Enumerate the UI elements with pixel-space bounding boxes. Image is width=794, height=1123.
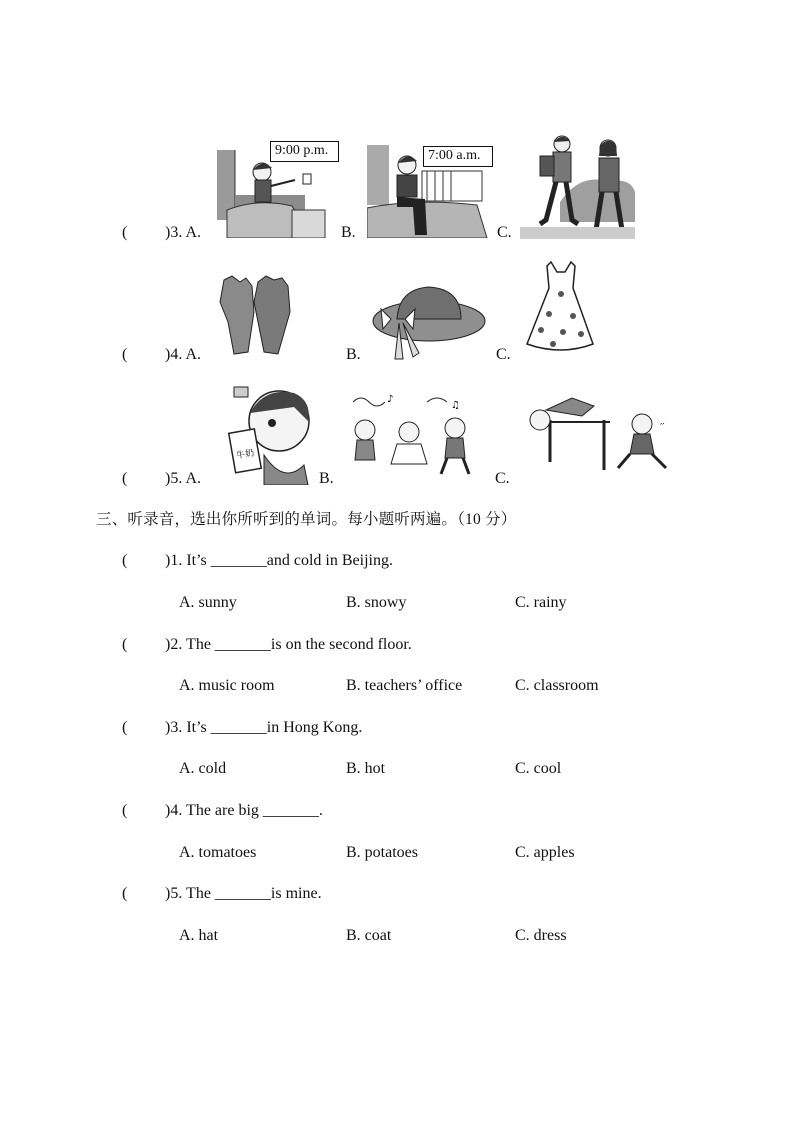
option-b: B. teachers’ office (346, 677, 463, 694)
question-stem: )3. It’s _______in Hong Kong. (165, 719, 363, 736)
svg-text:♫: ♫ (451, 400, 460, 411)
option-c-label: C. (496, 346, 511, 363)
question-stem: )1. It’s _______and cold in Beijing. (165, 552, 393, 569)
answer-paren: ( (122, 802, 128, 819)
question-number: )3. A. (165, 224, 201, 241)
answer-paren: ( (122, 346, 128, 363)
children-singing-dancing-image (347, 388, 475, 478)
children-walking-to-school-image (520, 132, 635, 239)
answer-paren: ( (122, 719, 128, 736)
option-a: A. music room (179, 677, 275, 694)
dress-image (521, 258, 601, 358)
svg-text:♪: ♪ (387, 394, 394, 405)
milk-carton-text: 牛奶 (235, 448, 256, 462)
svg-text:′′: ′′ (660, 422, 665, 433)
question-stem: )2. The _______is on the second floor. (165, 636, 412, 653)
option-c-label: C. (497, 224, 512, 241)
answer-paren: ( (122, 470, 128, 487)
option-b-label: B. (346, 346, 361, 363)
answer-paren: ( (122, 885, 128, 902)
question-number: )4. A. (165, 346, 201, 363)
option-c-label: C. (495, 470, 510, 487)
option-b-label: B. (319, 470, 334, 487)
option-b: B. coat (346, 927, 392, 944)
option-b: B. snowy (346, 594, 407, 611)
option-c: C. rainy (515, 594, 567, 611)
answer-paren: ( (122, 552, 128, 569)
answer-paren: ( (122, 224, 128, 241)
gloves-image (218, 272, 294, 360)
option-c: C. cool (515, 760, 562, 777)
clock-label-box (423, 146, 493, 167)
option-b: B. hot (346, 760, 386, 777)
children-high-jump-image (522, 390, 677, 480)
option-a: A. cold (179, 760, 227, 777)
option-c: C. apples (515, 844, 575, 861)
section-title: 三、听录音，选出你所听到的单词。每小题听两遍。（10 分） (96, 511, 517, 528)
option-a: A. sunny (179, 594, 237, 611)
question-stem: )4. The are big _______. (165, 802, 323, 819)
hat-image (369, 283, 486, 363)
clock-label-box (270, 141, 339, 162)
option-c: C. dress (515, 927, 567, 944)
clock-time-label: 9:00 p.m. (275, 143, 329, 158)
question-number: )5. A. (165, 470, 201, 487)
boy-drinking-milk-image (224, 385, 314, 485)
option-c: C. classroom (515, 677, 599, 694)
clock-time-label: 7:00 a.m. (428, 148, 481, 163)
option-b: B. potatoes (346, 844, 418, 861)
answer-paren: ( (122, 636, 128, 653)
option-a: A. tomatoes (179, 844, 257, 861)
option-b-label: B. (341, 224, 356, 241)
question-stem: )5. The _______is mine. (165, 885, 322, 902)
option-a: A. hat (179, 927, 219, 944)
